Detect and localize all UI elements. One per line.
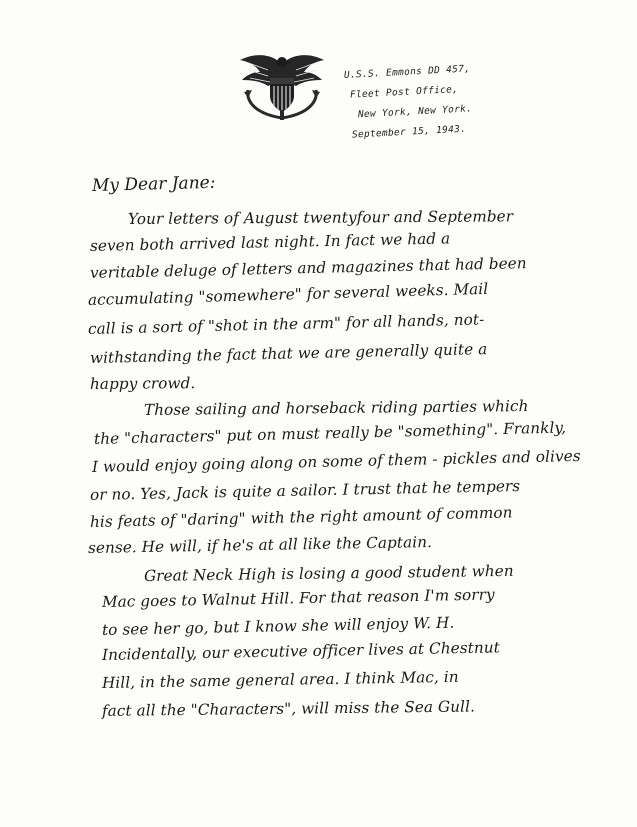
letter-line: Incidentally, our executive officer lives at Chestnut [101,638,500,664]
letter-line: withstanding the fact that we are generally quite a [89,339,488,367]
letter-line: happy crowd. [89,374,196,393]
letterhead [343,63,519,146]
city-line: New York, New York. [357,103,473,121]
letter-line: fact all the "Characters", will miss the Sea Gull. [101,697,476,720]
letter-line: call is a sort of "shot in the arm" for all hands, not- [87,310,485,338]
letter-line: veritable deluge of letters and magazines that had been [89,254,527,282]
letter-line: to see her go, but I know she will enjoy W. H. [101,613,455,639]
navy-eagle-seal-icon [238,50,326,122]
letter-line: accumulating "somewhere" for several weeks. Mail [87,279,489,309]
letter-line: Those sailing and horseback riding parties which [143,396,529,419]
letter-line: sense. He will, if he's at all like the Captain. [87,532,433,557]
ship-address-line: U.S.S. Emmons DD 457, [343,63,471,81]
letter-line: I would enjoy going along on some of them - pickles and olives [91,446,581,476]
letter-line: Mac goes to Walnut Hill. For that reason I'm sorry [101,585,495,611]
salutation: My Dear Jane: [91,172,216,196]
letter-line: Hill, in the same general area. I think Mac, in [101,667,459,692]
letter-line: the "characters" put on must really be "something". Frankly, [93,418,567,448]
letter-line: Your letters of August twentyfour and September [127,207,514,228]
letter-line: seven both arrived last night. In fact we had a [89,229,451,255]
letter-line: or no. Yes, Jack is quite a sailor. I trust that he tempers [89,476,521,504]
letter-date: September 15, 1943. [351,123,467,141]
letter-line: Great Neck High is losing a good student when [143,561,514,585]
letter-line: his feats of "daring" with the right amount of common [89,503,513,531]
post-office-line: Fleet Post Office, [349,84,459,101]
